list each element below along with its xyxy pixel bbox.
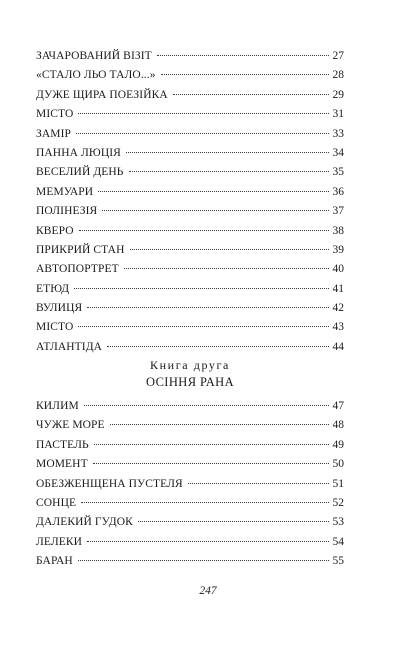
toc-entry-title: МЕМУАРИ: [36, 185, 94, 198]
toc-entry-page: 44: [332, 340, 344, 353]
toc-entry-page: 37: [332, 205, 344, 218]
toc-entry-page: 41: [332, 282, 344, 295]
book-section-label: Книга друга: [150, 358, 230, 372]
toc-entry: [36, 66, 344, 85]
toc-entry-page: 34: [332, 146, 344, 159]
dot-leader: [94, 444, 329, 445]
toc-entry-title: ЗАМІР: [36, 127, 72, 140]
toc-entry: [36, 222, 344, 241]
dot-leader: [188, 483, 329, 484]
toc-entry-page: 50: [332, 458, 344, 471]
toc-entry: [36, 552, 344, 571]
toc-entry-page: 52: [332, 496, 344, 509]
toc-entry-title: ПРИКРИЙ СТАН: [36, 243, 125, 256]
dot-leader: [79, 230, 329, 231]
toc-entry: [36, 280, 344, 299]
dot-leader: [107, 346, 328, 347]
dot-leader: [93, 463, 329, 464]
dot-leader: [102, 210, 328, 211]
dot-leader: [78, 326, 328, 327]
toc-entry-title: ЧУЖЕ МОРЕ: [36, 419, 105, 432]
dot-leader: [126, 152, 329, 153]
dot-leader: [84, 405, 329, 406]
toc-entry-title: КВЕРО: [36, 224, 74, 237]
toc-entry: [36, 260, 344, 279]
toc-entry-title: ЛЕЛЕКИ: [36, 535, 83, 548]
toc-entry-page: 48: [332, 419, 344, 432]
dot-leader: [78, 560, 329, 561]
toc-entry-title: БАРАН: [36, 555, 73, 568]
toc-entry-title: ВЕСЕЛИЙ ДЕНЬ: [36, 166, 124, 179]
toc-entry-page: 33: [332, 127, 344, 140]
toc-entry-title: АВТОПОРТРЕТ: [36, 263, 119, 276]
toc-entry-title: ПОЛІНЕЗІЯ: [36, 205, 98, 218]
toc-entry: [36, 533, 344, 552]
toc-entry-title: ДУЖЕ ЩИРА ПОЕЗІЙКА: [36, 88, 168, 101]
toc-entry-title: АТЛАНТІДА: [36, 340, 103, 353]
toc-entry: [36, 436, 344, 455]
toc-entry: [36, 202, 344, 221]
dot-leader: [110, 424, 329, 425]
toc-entry: [36, 513, 344, 532]
dot-leader: [78, 113, 328, 114]
toc-entry: [36, 299, 344, 318]
book-section-title: ОСІННЯ РАНА: [145, 375, 235, 389]
toc-entry: [36, 475, 344, 494]
dot-leader: [87, 541, 328, 542]
toc-entry-page: 38: [332, 224, 344, 237]
toc-entry-title: ДАЛЕКИЙ ГУДОК: [36, 516, 133, 529]
toc-entry-page: 43: [332, 321, 344, 334]
toc-entry: [36, 47, 344, 66]
toc-entry-page: 35: [332, 166, 344, 179]
toc-entry-page: 27: [332, 50, 344, 62]
dot-leader: [173, 94, 329, 95]
toc-list-part-two: [36, 397, 344, 572]
toc-entry: [36, 105, 344, 124]
toc-entry: [36, 183, 344, 202]
toc-entry-page: 40: [332, 263, 344, 276]
toc-entry: [36, 338, 344, 357]
toc-entry-title: КИЛИМ: [36, 400, 79, 412]
dot-leader: [98, 191, 328, 192]
dot-leader: [124, 268, 329, 269]
toc-entry-title: ОБЕЗЖЕНЩЕНА ПУСТЕЛЯ: [36, 477, 183, 490]
toc-entry-page: 31: [332, 108, 344, 121]
toc-entry: [36, 455, 344, 474]
dot-leader: [138, 521, 329, 522]
toc-entry: [36, 494, 344, 513]
toc-entry-page: 54: [332, 535, 344, 548]
toc-entry-page: 28: [332, 69, 344, 82]
dot-leader: [129, 171, 329, 172]
toc-entry-title: ПАСТЕЛЬ: [36, 438, 89, 451]
toc-entry-page: 39: [332, 243, 344, 256]
toc-entry-page: 53: [332, 516, 344, 529]
toc-entry-page: 51: [332, 477, 344, 490]
toc-entry-title: ЗАЧАРОВАНИЙ ВІЗІТ: [36, 50, 152, 62]
dot-leader: [157, 55, 329, 56]
toc-entry-title: МІСТО: [36, 108, 74, 121]
toc-entry-title: ПАННА ЛЮЦІЯ: [36, 146, 121, 159]
toc-entry-page: 42: [332, 302, 344, 315]
toc-entry: [36, 163, 344, 182]
toc-entry-page: 55: [332, 555, 344, 568]
toc-entry-title: МІСТО: [36, 321, 74, 334]
toc-entry-title: МОМЕНТ: [36, 458, 88, 471]
dot-leader: [161, 74, 329, 75]
dot-leader: [130, 249, 329, 250]
toc-entry-title: ВУЛИЦЯ: [36, 302, 83, 315]
toc-entry-title: СОНЦЕ: [36, 496, 77, 509]
toc-entry: [36, 241, 344, 260]
toc-entry-page: 49: [332, 438, 344, 451]
dot-leader: [74, 288, 328, 289]
toc-entry-page: 36: [332, 185, 344, 198]
toc-entry: [36, 416, 344, 435]
toc-entry: [36, 144, 344, 163]
toc-entry: [36, 397, 344, 416]
page-number: 247: [199, 585, 217, 597]
dot-leader: [76, 133, 328, 134]
dot-leader: [87, 307, 328, 308]
toc-entry: [36, 125, 344, 144]
toc-entry: [36, 318, 344, 337]
dot-leader: [81, 502, 328, 503]
toc-entry: [36, 86, 344, 105]
toc-entry-page: 29: [332, 88, 344, 101]
toc-entry-title: «СТАЛО ЛЬО ТАЛО...»: [36, 69, 156, 82]
toc-entry-page: 47: [332, 400, 344, 412]
toc-list-part-one: [36, 47, 344, 357]
toc-entry-title: ЕТЮД: [36, 282, 70, 295]
